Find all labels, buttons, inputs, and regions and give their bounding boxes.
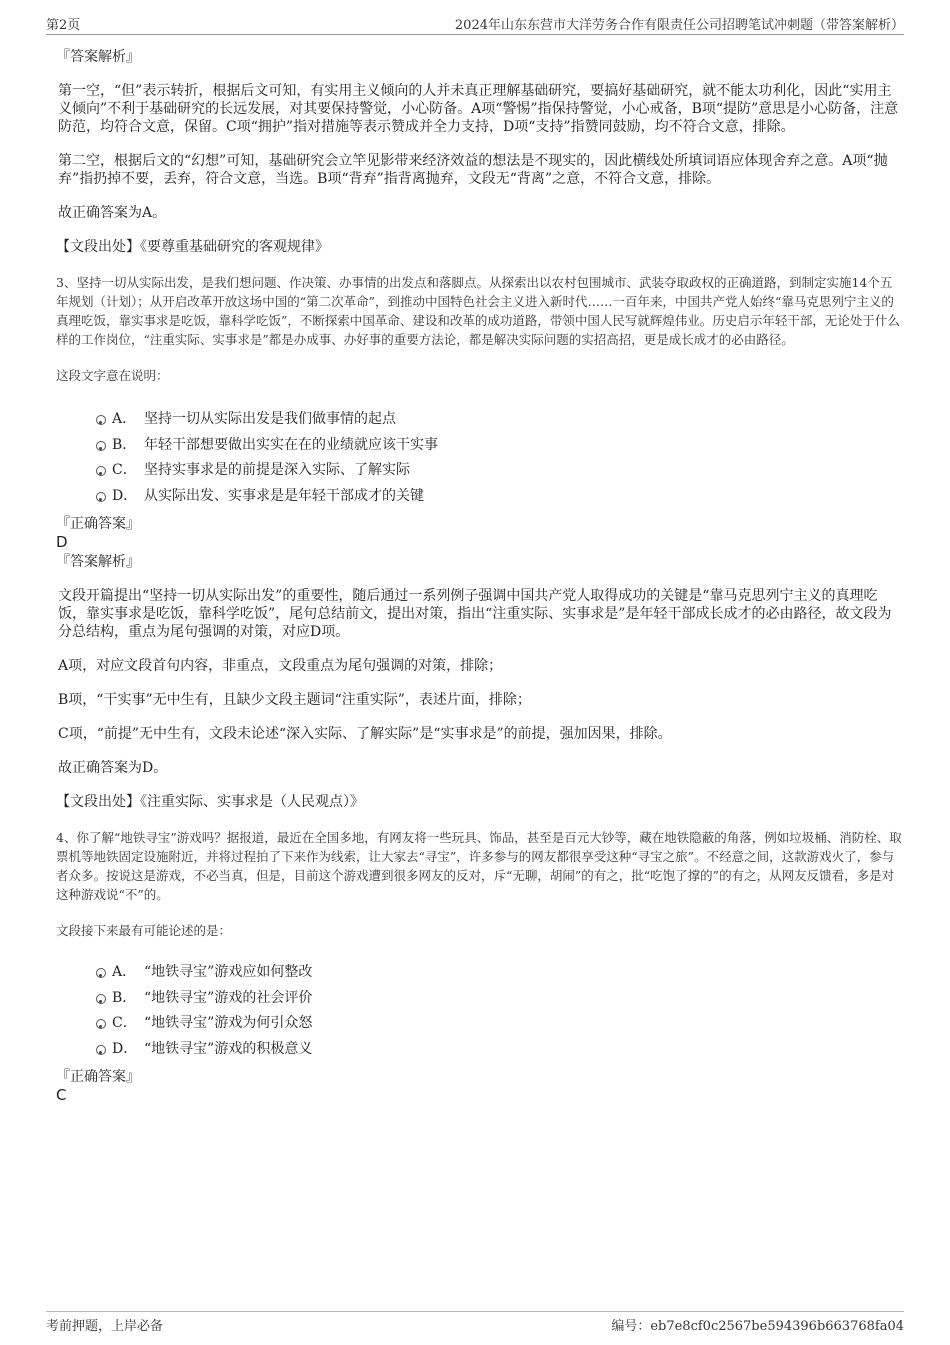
radio-icon[interactable]: [96, 466, 106, 476]
q4-option-c[interactable]: C． “地铁寻宝”游戏为何引众怒: [56, 1011, 902, 1037]
q3-answer-label: 『正确答案』: [56, 516, 140, 532]
q4-answer: C: [56, 1086, 67, 1104]
radio-icon[interactable]: [96, 1019, 106, 1029]
q3-analysis-para-3: B项，“干实事”无中生有，且缺少文段主题词“注重实际”，表述片面，排除；: [58, 692, 531, 708]
q3-option-c[interactable]: C． 坚持实事求是的前提是深入实际、了解实际: [56, 458, 902, 484]
q3-answer: D: [56, 533, 68, 551]
radio-icon[interactable]: [96, 968, 106, 978]
q2-analysis-para-1: 第一空，“但”表示转折，根据后文可知，有实用主义倾向的人并未真正理解基础研究，要搞好基础研究，就不能太功利化，因此“实用主义倾向”不利于基础研究的长远发展，对其要保持警觉，小心防备。A项“警惕”指保持警觉，小心戒备，B项“提防”意思是小心防备，注意防范，均符合文意，保留。C项“拥护”指对措施等表示赞成并全力支持，D项“支持”指赞同鼓励，均不符合文意，排除。: [58, 83, 899, 135]
q4-option-b[interactable]: B． “地铁寻宝”游戏的社会评价: [56, 986, 902, 1012]
q3-options: [56, 407, 902, 509]
page-number: 第2页: [46, 18, 81, 33]
page-footer: [46, 1311, 904, 1335]
q2-analysis-label: 『答案解析』: [56, 49, 140, 65]
q3-stem: 3、坚持一切从实际出发，是我们想问题、作决策、办事情的出发点和落脚点。从探索出以农村包围城市、武装夺取政权的正确道路，到制定实施14个五年规划（计划）；从开启改革开放这场中国的“第二次革命”，到推动中国特色社会主义进入新时代……一百年来，中国共产党人始终“靠马克思列宁主义的真理吃饭，靠实事求是吃饭，靠科学吃饭”，不断探索中国革命、建设和改革的成功道路，带领中国人民写就辉煌伟业。历史启示年轻干部，无论处于什么样的工作岗位，“注重实际、实事求是”都是办成事、办好事的重要方法论，都是解决实际问题的实招高招，更是成长成才的必由路径。: [56, 275, 900, 347]
page-header: [46, 14, 904, 35]
q2-analysis-para-2: 第二空，根据后文的“幻想”可知，基础研究会立竿见影带来经济效益的想法是不现实的，因此横线处所填词语应体现舍弃之意。A项“抛弃”指扔掉不要，丢弃，符合文意，当选。B项“背弃”指背离抛弃，文段无“背离”之意，不符合文意，排除。: [58, 153, 888, 187]
radio-icon[interactable]: [96, 441, 106, 451]
footer-doc-id: 编号：eb7e8cf0c2567be594396b663768fa04: [611, 1319, 904, 1334]
q3-analysis-para-1: 文段开篇提出“坚持一切从实际出发”的重要性，随后通过一系列例子强调中国共产党人取得成功的关键是“靠马克思列宁主义的真理吃饭，靠实事求是吃饭，靠科学吃饭”，尾句总结前文，提出对策，指出“注重实际、实事求是”是年轻干部成长成才的必由路径，故文段为分总结构，重点为尾句强调的对策，对应D项。: [58, 588, 892, 640]
q4-answer-label: 『正确答案』: [56, 1069, 140, 1085]
q3-analysis-label: 『答案解析』: [56, 554, 140, 570]
q4-option-a[interactable]: A． “地铁寻宝”游戏应如何整改: [56, 960, 902, 986]
q3-option-a[interactable]: A． 坚持一切从实际出发是我们做事情的起点: [56, 407, 902, 433]
radio-icon[interactable]: [96, 415, 106, 425]
q4-question: 文段接下来最有可能论述的是：: [56, 923, 232, 938]
radio-icon[interactable]: [96, 1045, 106, 1055]
q3-analysis-para-2: A项，对应文段首句内容，非重点，文段重点为尾句强调的对策，排除；: [58, 658, 503, 674]
q4-options: [56, 960, 902, 1062]
q4-stem: 4、你了解“地铁寻宝”游戏吗？据报道，最近在全国多地，有网友将一些玩具、饰品，甚至是百元大钞等，藏在地铁隐蔽的角落，例如垃圾桶、消防栓、取票机等地铁固定设施附近，并将过程拍了下来作为线索，让大家去“寻宝”，许多参与的网友都很享受这种“寻宝之旅”。不经意之间，这款游戏火了，参与者众多。按说这是游戏，不必当真，但是，目前这个游戏遭到很多网友的反对，斥“无聊，胡闹”的有之，批“吃饱了撑的”的有之，从网友反馈看，多是对这种游戏说“不”的。: [56, 830, 902, 902]
q2-conclusion: 故正确答案为A。: [58, 205, 167, 221]
q3-question: 这段文字意在说明：: [56, 368, 169, 383]
q3-source: 【文段出处】《注重实际、实事求是（人民观点）》: [56, 794, 364, 810]
radio-icon[interactable]: [96, 492, 106, 502]
radio-icon[interactable]: [96, 994, 106, 1004]
footer-slogan: 考前押题，上岸必备: [46, 1319, 164, 1334]
q2-source: 【文段出处】《要尊重基础研究的客观规律》: [56, 239, 329, 255]
q3-option-b[interactable]: B． 年轻干部想要做出实实在在的业绩就应该干实事: [56, 433, 902, 459]
document-title: 2024年山东东营市大洋劳务合作有限责任公司招聘笔试冲刺题（带答案解析）: [454, 18, 904, 33]
q3-conclusion: 故正确答案为D。: [58, 760, 168, 776]
q4-option-d[interactable]: D． “地铁寻宝”游戏的积极意义: [56, 1037, 902, 1063]
q3-option-d[interactable]: D． 从实际出发、实事求是是年轻干部成才的关键: [56, 484, 902, 510]
page-content: [56, 48, 902, 1104]
q3-analysis-para-4: C项，“前提”无中生有，文段未论述“深入实际、了解实际”是“实事求是”的前提，强加因果，排除。: [58, 726, 672, 742]
